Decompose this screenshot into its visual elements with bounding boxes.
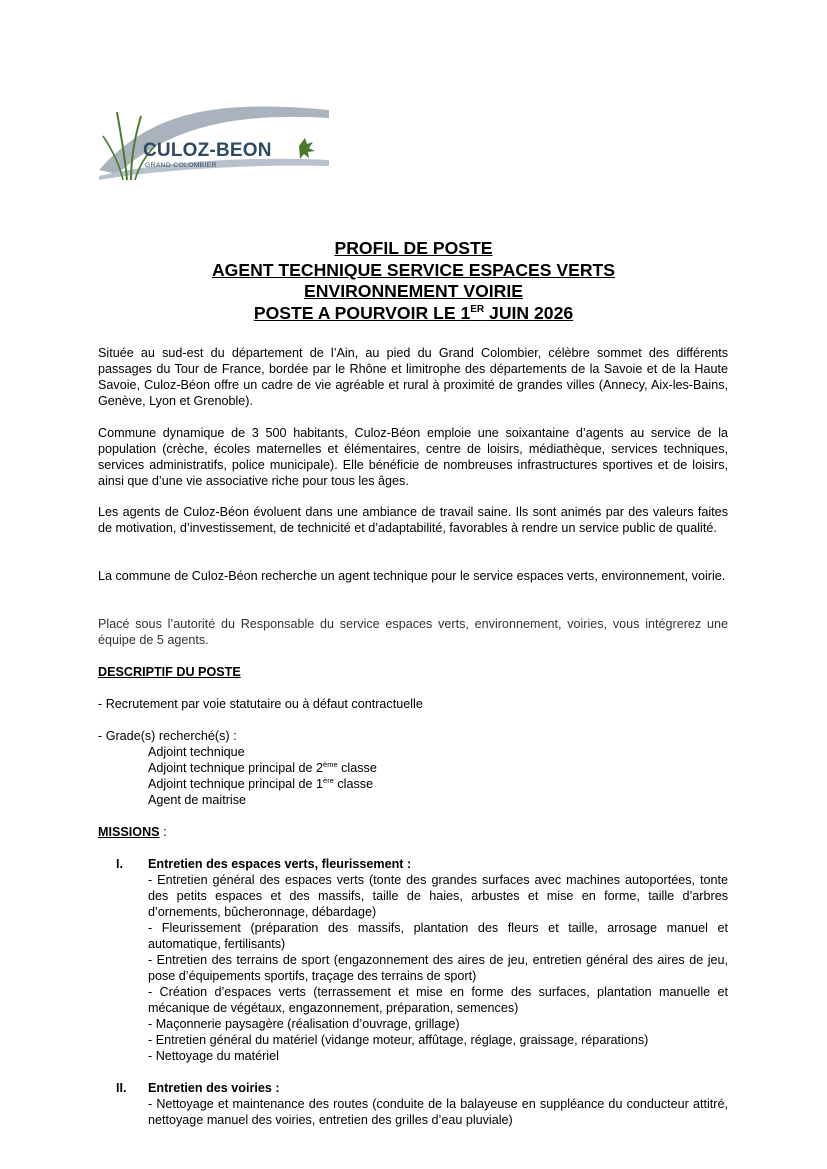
title-line-4-a: POSTE A POURVOIR LE 1 xyxy=(253,302,471,323)
missions-heading-line xyxy=(98,824,167,840)
section-1-item-3: - Entretien des terrains de sport (engazonnement des aires de jeu, entretien général des aires de jeu, pose d’équipements sportifs, traçage des terrains de sport) xyxy=(148,953,728,983)
descriptif-heading: DESCRIPTIF DU POSTE xyxy=(98,665,241,679)
intro-paragraph-4: La commune de Culoz-Béon recherche un agent technique pour le service espaces verts, environnement, voirie. xyxy=(98,569,726,583)
section-1-item-1: - Entretien général des espaces verts (tonte des grandes surfaces avec machines autoportées, tonte des petits espaces et des massifs, taille de haies, arbustes et mise en forme, taille d’arbres d’ornements, bûcheronnage, débardage) xyxy=(148,873,728,919)
grades-label: - Grade(s) recherché(s) : xyxy=(98,729,237,743)
section-1-item-5: - Maçonnerie paysagère (réalisation d’ouvrage, grillage) xyxy=(148,1017,460,1031)
commune-logo xyxy=(97,96,331,188)
section-1-title: Entretien des espaces verts, fleurissement : xyxy=(148,857,412,871)
grade-3 xyxy=(148,776,373,792)
grade-3-a: Adjoint technique principal de 1 xyxy=(148,777,324,791)
intro-paragraph-5: Placé sous l’autorité du Responsable du service espaces verts, environnement, voiries, vous intégrerez une équipe de 5 agents. xyxy=(98,617,728,647)
grade-2-a: Adjoint technique principal de 2 xyxy=(148,761,324,775)
document-title xyxy=(0,238,827,324)
grade-2 xyxy=(148,760,377,776)
section-1-number: I. xyxy=(116,857,123,871)
section-2-item-1: - Nettoyage et maintenance des routes (conduite de la balayeuse en suppléance du conducteur attitré, nettoyage manuel des voiries, entretien des grilles d’eau pluviale) xyxy=(148,1097,728,1127)
title-line-4-sup: ER xyxy=(470,303,485,315)
grade-3-b: classe xyxy=(333,777,374,791)
recrutement-line: - Recrutement par voie statutaire ou à défaut contractuelle xyxy=(98,697,423,711)
missions-heading: MISSIONS xyxy=(98,825,160,839)
section-2-number: II. xyxy=(116,1081,127,1095)
section-1-item-2: - Fleurissement (préparation des massifs, plantation des fleurs et taille, arrosage manuel et automatique, fertilisants) xyxy=(148,921,728,951)
grade-1: Adjoint technique xyxy=(148,745,245,759)
title-line-4-b: JUIN 2026 xyxy=(484,302,574,323)
grade-2-sup: ème xyxy=(323,759,338,769)
intro-paragraph-1: Située au sud-est du département de l’Ain, au pied du Grand Colombier, célèbre sommet des différents passages du Tour de France, bordée par le Rhône et limitrophe des départements de la Savoie et de la Haute Savoie, Culoz-Béon offre un cadre de vie agréable et rural à proximité de grandes villes (Annecy, Aix-les-Bains, Genève, Lyon et Grenoble). xyxy=(98,346,728,408)
missions-colon: : xyxy=(159,825,167,839)
section-1-item-4: - Création d’espaces verts (terrassement et mise en forme des surfaces, plantation manuelle et mécanique de végétaux, engazonnement, préparation, semences) xyxy=(148,985,728,1015)
section-2-title: Entretien des voiries : xyxy=(148,1081,280,1095)
grade-2-b: classe xyxy=(337,761,377,775)
title-line-2: AGENT TECHNIQUE SERVICE ESPACES VERTS xyxy=(211,259,616,280)
grade-3-sup: ère xyxy=(323,775,334,785)
title-line-4 xyxy=(0,303,827,325)
logo-name: CULOZ-BEON xyxy=(143,140,272,161)
title-line-3: ENVIRONNEMENT VOIRIE xyxy=(304,281,523,302)
intro-paragraph-3: Les agents de Culoz-Béon évoluent dans une ambiance de travail saine. Ils sont animés par des valeurs faites de motivation, d’investissement, de technicité et d’adaptabilité, favorables à rendre un service public de qualité. xyxy=(98,505,728,535)
intro-paragraph-2: Commune dynamique de 3 500 habitants, Culoz-Béon emploie une soixantaine d’agents au service de la population (crèche, écoles maternelles et élémentaires, centre de loisirs, médiathèque, services techniques, services administratifs, police municipale). Elle bénéficie de nombreuses infrastructures sportives et de loisirs, ainsi que d’une vie associative riche pour tous les âges. xyxy=(98,426,728,488)
title-line-1: PROFIL DE POSTE xyxy=(334,238,493,258)
logo-subtitle: GRAND COLOMBIER xyxy=(145,162,217,169)
section-1-item-6: - Entretien général du matériel (vidange moteur, affûtage, réglage, graissage, réparations) xyxy=(148,1033,649,1047)
section-1-item-7: - Nettoyage du matériel xyxy=(148,1049,279,1063)
grade-4: Agent de maitrise xyxy=(148,793,247,807)
